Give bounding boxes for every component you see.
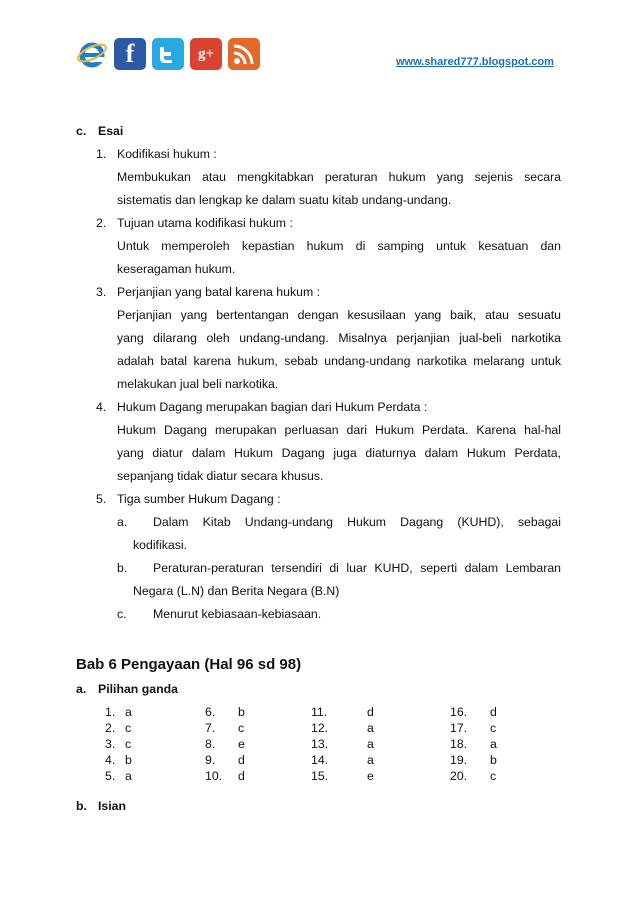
answer-choice: a (367, 737, 374, 751)
question-number: 20. (450, 769, 468, 783)
item-answer-line: keseragaman hukum. (117, 262, 236, 276)
item-answer-line: melakukan jual beli narkotika. (117, 377, 279, 391)
item-answer-line: yang dilarang oleh undang-undang. Misalnya perjanjian jual-beli narkotika (117, 331, 561, 345)
answer-choice: a (125, 705, 132, 719)
question-number: 13. (311, 737, 329, 751)
section-heading: Esai (98, 124, 124, 138)
answer-choice: c (490, 769, 497, 783)
item-answer-line: Untuk memperoleh kepastian hukum di samping untuk kesatuan dan (117, 239, 561, 253)
sub-item-line: Menurut kebiasaan-kebiasaan. (153, 607, 322, 621)
twitter-icon[interactable] (152, 38, 184, 70)
item-number: 1. (96, 147, 107, 161)
answer-choice: c (125, 737, 132, 751)
answer-choice: a (367, 753, 374, 767)
sub-item-line: kodifikasi. (133, 538, 187, 552)
question-number: 1. (105, 705, 116, 719)
sub-item-line: Negara (L.N) dan Berita Negara (B.N) (133, 584, 340, 598)
answer-choice: d (367, 705, 374, 719)
item-number: 3. (96, 285, 107, 299)
sub-item-line: Peraturan-peraturan tersendiri di luar KUHD, seperti dalam Lembaran (153, 561, 561, 575)
item-number: 2. (96, 216, 107, 230)
sub-item-line: Dalam Kitab Undang-undang Hukum Dagang (KUHD), sebagai (153, 515, 561, 529)
facebook-icon[interactable]: f (114, 38, 146, 70)
item-question: Kodifikasi hukum : (117, 147, 217, 161)
sub-item-letter: c. (117, 607, 127, 621)
item-question: Perjanjian yang batal karena hukum : (117, 285, 321, 299)
answer-choice: e (238, 737, 245, 751)
chapter-title: Bab 6 Pengayaan (Hal 96 sd 98) (76, 656, 302, 673)
sub-item-letter: a. (117, 515, 128, 529)
question-number: 7. (205, 721, 216, 735)
social-icon-bar (76, 38, 260, 72)
answer-choice: b (125, 753, 132, 767)
question-number: 16. (450, 705, 468, 719)
answer-choice: c (238, 721, 245, 735)
question-number: 10. (205, 769, 223, 783)
question-number: 18. (450, 737, 468, 751)
question-number: 3. (105, 737, 116, 751)
question-number: 19. (450, 753, 468, 767)
answer-choice: e (367, 769, 374, 783)
question-number: 5. (105, 769, 116, 783)
item-question: Tiga sumber Hukum Dagang : (117, 492, 281, 506)
section-letter: c. (76, 124, 87, 138)
answer-choice: a (125, 769, 132, 783)
question-number: 9. (205, 753, 216, 767)
item-number: 4. (96, 400, 107, 414)
question-number: 17. (450, 721, 468, 735)
item-question: Tujuan utama kodifikasi hukum : (117, 216, 293, 230)
item-answer-line: yang diatur dalam Hukum Dagang juga diaturnya dalam Hukum Perdata, (117, 446, 561, 460)
answer-choice: c (125, 721, 132, 735)
section-letter: a. (76, 682, 87, 696)
item-answer-line: sistematis dan lengkap ke dalam suatu kitab undang-undang. (117, 193, 452, 207)
question-number: 2. (105, 721, 116, 735)
rss-icon[interactable] (228, 38, 260, 70)
section-heading: Pilihan ganda (98, 682, 178, 696)
internet-explorer-icon[interactable] (76, 38, 108, 70)
question-number: 4. (105, 753, 116, 767)
question-number: 11. (311, 705, 328, 719)
answer-choice: d (490, 705, 497, 719)
answer-choice: d (238, 753, 245, 767)
answer-choice: a (367, 721, 374, 735)
blog-url-link[interactable]: www.shared777.blogspot.com (396, 56, 554, 68)
answer-choice: d (238, 769, 245, 783)
sub-item-letter: b. (117, 561, 128, 575)
answer-choice: c (490, 721, 497, 735)
answer-choice: b (490, 753, 497, 767)
question-number: 15. (311, 769, 329, 783)
section-heading: Isian (98, 799, 127, 813)
section-letter: b. (76, 799, 87, 813)
question-number: 14. (311, 753, 329, 767)
item-answer-line: Perjanjian yang bertentangan dengan kesusilaan yang baik, atau sesuatu (117, 308, 561, 322)
item-number: 5. (96, 492, 107, 506)
answer-choice: b (238, 705, 245, 719)
question-number: 6. (205, 705, 216, 719)
item-answer-line: sepanjang tidak diatur secara khusus. (117, 469, 324, 483)
item-answer-line: Hukum Dagang merupakan perluasan dari Hukum Perdata. Karena hal-hal (117, 423, 561, 437)
item-answer-line: Membukukan atau mengkitabkan peraturan hukum yang sejenis secara (117, 170, 561, 184)
question-number: 8. (205, 737, 216, 751)
answer-choice: a (490, 737, 497, 751)
question-number: 12. (311, 721, 329, 735)
google-plus-icon[interactable]: g+ (190, 38, 222, 70)
item-question: Hukum Dagang merupakan bagian dari Hukum Perdata : (117, 400, 428, 414)
item-answer-line: adalah batal karena hukum, sebab undang-undang narkotika melarang untuk (117, 354, 561, 368)
